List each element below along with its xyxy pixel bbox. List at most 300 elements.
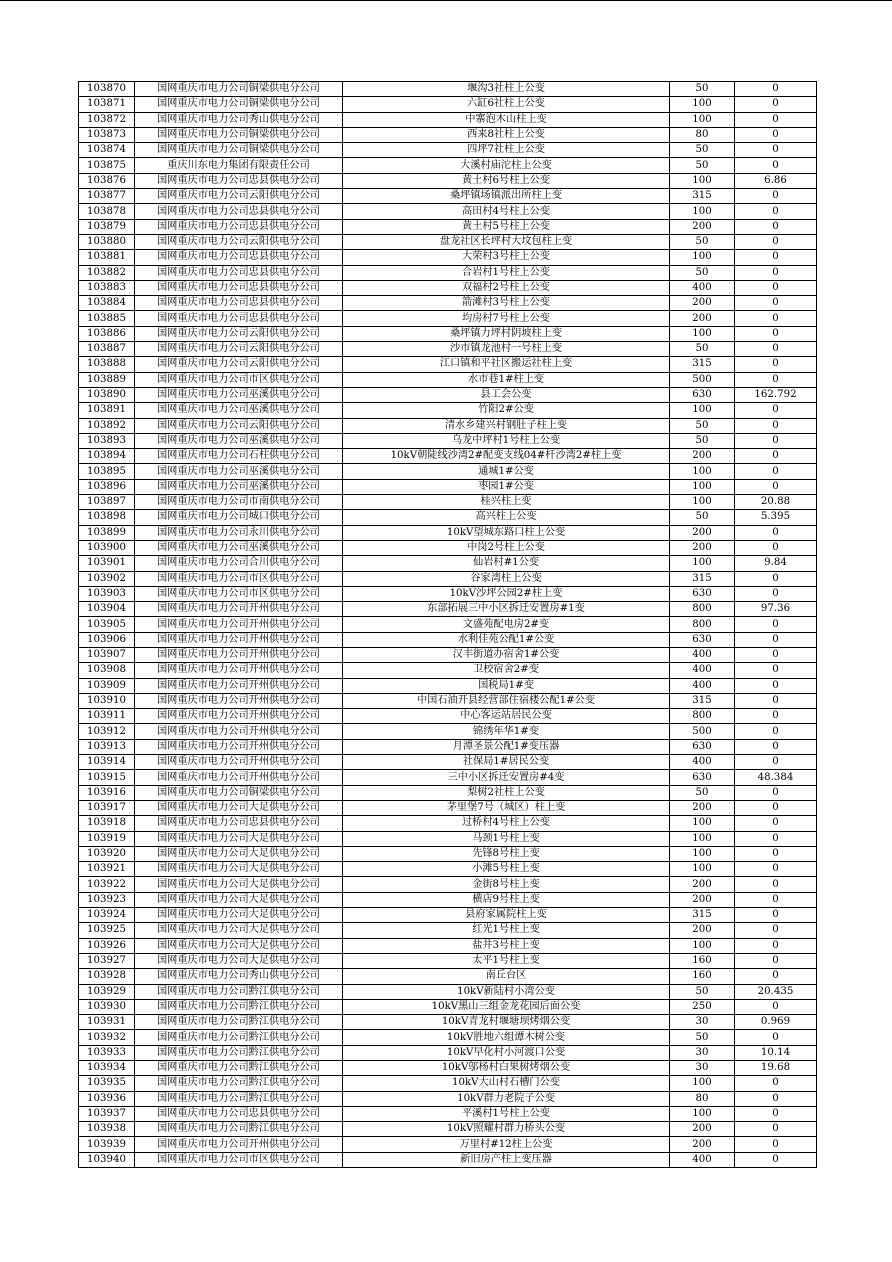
table-row [79, 219, 817, 234]
transformer-name-cell: 均房村7号柱上公变 [343, 311, 670, 326]
table-row [79, 632, 817, 647]
table-row [79, 158, 817, 173]
capacity-cell: 400 [670, 678, 735, 693]
value-cell: 0 [735, 1091, 817, 1106]
company-cell: 国网重庆市电力公司开州供电分公司 [135, 678, 343, 693]
row-id-cell: 103935 [79, 1076, 135, 1091]
company-cell: 国网重庆市电力公司开州供电分公司 [135, 1137, 343, 1152]
capacity-cell: 200 [670, 296, 735, 311]
company-cell: 国网重庆市电力公司忠县供电分公司 [135, 265, 343, 280]
value-cell: 0 [735, 938, 817, 953]
company-cell: 国网重庆市电力公司开州供电分公司 [135, 632, 343, 647]
table-row [79, 938, 817, 953]
row-id-cell: 103922 [79, 877, 135, 892]
table-row [79, 387, 817, 402]
company-cell: 国网重庆市电力公司巫溪供电分公司 [135, 387, 343, 402]
capacity-cell: 400 [670, 755, 735, 770]
company-cell: 国网重庆市电力公司云阳供电分公司 [135, 234, 343, 249]
transformer-name-cell: 10kV早化村小河渡口公变 [343, 1045, 670, 1060]
row-id-cell: 103875 [79, 158, 135, 173]
table-row [79, 602, 817, 617]
table-row [79, 540, 817, 555]
value-cell: 0 [735, 846, 817, 861]
transformer-name-cell: 10kV青龙村堰塘坝烤烟公变 [343, 1015, 670, 1030]
table-row [79, 693, 817, 708]
company-cell: 国网重庆市电力公司黔江供电分公司 [135, 1091, 343, 1106]
company-cell: 国网重庆市电力公司秀山供电分公司 [135, 969, 343, 984]
transformer-name-cell: 水利佳苑公配1#公变 [343, 632, 670, 647]
transformer-name-cell: 乌龙中坪村1号柱上公变 [343, 433, 670, 448]
row-id-cell: 103901 [79, 556, 135, 571]
value-cell: 0 [735, 158, 817, 173]
value-cell: 0 [735, 785, 817, 800]
value-cell: 0 [735, 862, 817, 877]
transformer-name-cell: 桑坪镇场镇派出所柱上变 [343, 189, 670, 204]
row-id-cell: 103931 [79, 1015, 135, 1030]
table-row [79, 770, 817, 785]
value-cell: 0 [735, 632, 817, 647]
value-cell: 0 [735, 143, 817, 158]
capacity-cell: 100 [670, 495, 735, 510]
row-id-cell: 103891 [79, 403, 135, 418]
company-cell: 国网重庆市电力公司大足供电分公司 [135, 800, 343, 815]
table-row [79, 724, 817, 739]
row-id-cell: 103917 [79, 800, 135, 815]
value-cell: 0 [735, 265, 817, 280]
row-id-cell: 103936 [79, 1091, 135, 1106]
row-id-cell: 103925 [79, 923, 135, 938]
company-cell: 国网重庆市电力公司云阳供电分公司 [135, 357, 343, 372]
value-cell: 0 [735, 479, 817, 494]
capacity-cell: 30 [670, 1061, 735, 1076]
company-cell: 国网重庆市电力公司开州供电分公司 [135, 739, 343, 754]
company-cell: 国网重庆市电力公司黔江供电分公司 [135, 1061, 343, 1076]
row-id-cell: 103898 [79, 510, 135, 525]
value-cell: 0 [735, 831, 817, 846]
transformer-name-cell: 过桥村4号柱上公变 [343, 816, 670, 831]
value-cell: 0 [735, 326, 817, 341]
company-cell: 国网重庆市电力公司开州供电分公司 [135, 755, 343, 770]
row-id-cell: 103897 [79, 495, 135, 510]
company-cell: 国网重庆市电力公司云阳供电分公司 [135, 326, 343, 341]
table-row [79, 464, 817, 479]
table-row [79, 846, 817, 861]
capacity-cell: 200 [670, 877, 735, 892]
transformer-name-cell: 县府家属院柱上变 [343, 908, 670, 923]
transformer-name-cell: 沙市镇龙池村一号柱上变 [343, 342, 670, 357]
company-cell: 国网重庆市电力公司铜梁供电分公司 [135, 127, 343, 142]
row-id-cell: 103915 [79, 770, 135, 785]
row-id-cell: 103926 [79, 938, 135, 953]
transformer-name-cell: 六缸6社柱上公变 [343, 97, 670, 112]
row-id-cell: 103896 [79, 479, 135, 494]
capacity-cell: 50 [670, 82, 735, 97]
transformer-name-cell: 红光1号柱上变 [343, 923, 670, 938]
company-cell: 国网重庆市电力公司大足供电分公司 [135, 877, 343, 892]
row-id-cell: 103895 [79, 464, 135, 479]
table-row [79, 892, 817, 907]
capacity-cell: 315 [670, 571, 735, 586]
row-id-cell: 103904 [79, 602, 135, 617]
company-cell: 国网重庆市电力公司云阳供电分公司 [135, 342, 343, 357]
value-cell: 0 [735, 586, 817, 601]
capacity-cell: 315 [670, 693, 735, 708]
capacity-cell: 200 [670, 449, 735, 464]
capacity-cell: 30 [670, 1015, 735, 1030]
row-id-cell: 103874 [79, 143, 135, 158]
transformer-name-cell: 太平1号柱上变 [343, 953, 670, 968]
table-row [79, 403, 817, 418]
capacity-cell: 500 [670, 724, 735, 739]
value-cell: 0 [735, 540, 817, 555]
value-cell: 0 [735, 127, 817, 142]
transformer-name-cell: 桂兴柱上变 [343, 495, 670, 510]
transformer-name-cell: 梨树2社柱上公变 [343, 785, 670, 800]
row-id-cell: 103886 [79, 326, 135, 341]
company-cell: 国网重庆市电力公司黔江供电分公司 [135, 1076, 343, 1091]
company-cell: 重庆川东电力集团有限责任公司 [135, 158, 343, 173]
company-cell: 国网重庆市电力公司铜梁供电分公司 [135, 143, 343, 158]
transformer-name-cell: 10kV邬杨村白果树烤烟公变 [343, 1061, 670, 1076]
value-cell: 0 [735, 82, 817, 97]
transformer-name-cell: 水市巷1#柱上变 [343, 372, 670, 387]
table-row [79, 953, 817, 968]
value-cell: 162.792 [735, 387, 817, 402]
transformer-name-cell: 国税局1#变 [343, 678, 670, 693]
capacity-cell: 800 [670, 709, 735, 724]
table-row [79, 923, 817, 938]
company-cell: 国网重庆市电力公司忠县供电分公司 [135, 204, 343, 219]
capacity-cell: 50 [670, 234, 735, 249]
table-row [79, 800, 817, 815]
table-row [79, 250, 817, 265]
company-cell: 国网重庆市电力公司黔江供电分公司 [135, 1015, 343, 1030]
transformer-name-cell: 谷家湾柱上公变 [343, 571, 670, 586]
transformer-name-cell: 横店9号柱上变 [343, 892, 670, 907]
capacity-cell: 100 [670, 250, 735, 265]
table-row [79, 143, 817, 158]
capacity-cell: 80 [670, 1091, 735, 1106]
row-id-cell: 103933 [79, 1045, 135, 1060]
row-id-cell: 103934 [79, 1061, 135, 1076]
value-cell: 20.435 [735, 984, 817, 999]
table-row [79, 127, 817, 142]
row-id-cell: 103916 [79, 785, 135, 800]
capacity-cell: 315 [670, 189, 735, 204]
table-row [79, 1015, 817, 1030]
table-row [79, 877, 817, 892]
transformer-name-cell: 桑坪镇力坪村阴坡柱上变 [343, 326, 670, 341]
transformer-name-cell: 10kV照耀村群力桥头公变 [343, 1122, 670, 1137]
table-row [79, 1061, 817, 1076]
transformer-name-cell: 万里村#12柱上公变 [343, 1137, 670, 1152]
table-row [79, 556, 817, 571]
table-row [79, 739, 817, 754]
value-cell: 0 [735, 280, 817, 295]
transformer-name-cell: 枣园1#公变 [343, 479, 670, 494]
capacity-cell: 30 [670, 1045, 735, 1060]
table-row [79, 969, 817, 984]
transformer-name-cell: 四坪7社柱上公变 [343, 143, 670, 158]
row-id-cell: 103909 [79, 678, 135, 693]
transformer-name-cell: 县工会公变 [343, 387, 670, 402]
value-cell: 0 [735, 755, 817, 770]
capacity-cell: 100 [670, 112, 735, 127]
company-cell: 国网重庆市电力公司大足供电分公司 [135, 908, 343, 923]
transformer-name-cell: 竹阳2#公变 [343, 403, 670, 418]
table-row [79, 816, 817, 831]
capacity-cell: 100 [670, 403, 735, 418]
transformer-name-cell: 东部拓展三中小区拆迁安置房#1变 [343, 602, 670, 617]
value-cell: 19.68 [735, 1061, 817, 1076]
row-id-cell: 103914 [79, 755, 135, 770]
transformer-name-cell: 中国石油开县经营部住宿楼公配1#公变 [343, 693, 670, 708]
table-row [79, 678, 817, 693]
value-cell: 0 [735, 449, 817, 464]
capacity-cell: 400 [670, 663, 735, 678]
value-cell: 0 [735, 1137, 817, 1152]
row-id-cell: 103920 [79, 846, 135, 861]
company-cell: 国网重庆市电力公司忠县供电分公司 [135, 816, 343, 831]
capacity-cell: 200 [670, 1137, 735, 1152]
transformer-name-cell: 江口镇和平社区搬运社柱上变 [343, 357, 670, 372]
value-cell: 0 [735, 908, 817, 923]
table-row [79, 1091, 817, 1106]
value-cell: 0 [735, 709, 817, 724]
capacity-cell: 100 [670, 479, 735, 494]
company-cell: 国网重庆市电力公司黔江供电分公司 [135, 1122, 343, 1137]
row-id-cell: 103903 [79, 586, 135, 601]
capacity-cell: 630 [670, 632, 735, 647]
value-cell: 0 [735, 311, 817, 326]
table-row [79, 663, 817, 678]
capacity-cell: 200 [670, 923, 735, 938]
table-row [79, 755, 817, 770]
company-cell: 国网重庆市电力公司开州供电分公司 [135, 617, 343, 632]
company-cell: 国网重庆市电力公司开州供电分公司 [135, 693, 343, 708]
capacity-cell: 315 [670, 908, 735, 923]
table-row [79, 326, 817, 341]
capacity-cell: 200 [670, 1122, 735, 1137]
value-cell: 0 [735, 525, 817, 540]
value-cell: 97.36 [735, 602, 817, 617]
table-row [79, 204, 817, 219]
company-cell: 国网重庆市电力公司市区供电分公司 [135, 1152, 343, 1167]
row-id-cell: 103871 [79, 97, 135, 112]
table-row [79, 449, 817, 464]
value-cell: 48.384 [735, 770, 817, 785]
value-cell: 0 [735, 953, 817, 968]
table-row [79, 296, 817, 311]
value-cell: 0 [735, 693, 817, 708]
row-id-cell: 103884 [79, 296, 135, 311]
transformer-name-cell: 平溪村1号柱上公变 [343, 1106, 670, 1121]
value-cell: 0 [735, 357, 817, 372]
company-cell: 国网重庆市电力公司大足供电分公司 [135, 953, 343, 968]
company-cell: 国网重庆市电力公司云阳供电分公司 [135, 189, 343, 204]
value-cell: 0 [735, 800, 817, 815]
row-id-cell: 103939 [79, 1137, 135, 1152]
transformer-name-cell: 黄土村6号柱上公变 [343, 173, 670, 188]
capacity-cell: 50 [670, 1030, 735, 1045]
row-id-cell: 103872 [79, 112, 135, 127]
row-id-cell: 103912 [79, 724, 135, 739]
row-id-cell: 103883 [79, 280, 135, 295]
row-id-cell: 103877 [79, 189, 135, 204]
transformer-name-cell: 社保局1#居民公变 [343, 755, 670, 770]
value-cell: 0 [735, 739, 817, 754]
capacity-cell: 630 [670, 770, 735, 785]
row-id-cell: 103907 [79, 647, 135, 662]
transformer-name-cell: 先锋8号柱上变 [343, 846, 670, 861]
capacity-cell: 80 [670, 127, 735, 142]
row-id-cell: 103932 [79, 1030, 135, 1045]
transformer-name-cell: 10kV新陆村小湾公变 [343, 984, 670, 999]
table-row [79, 571, 817, 586]
value-cell: 0 [735, 647, 817, 662]
table-row [79, 999, 817, 1014]
capacity-cell: 630 [670, 586, 735, 601]
table-row [79, 1122, 817, 1137]
capacity-cell: 400 [670, 647, 735, 662]
capacity-cell: 630 [670, 739, 735, 754]
capacity-cell: 100 [670, 816, 735, 831]
transformer-name-cell: 汉丰街道办宿舍1#公变 [343, 647, 670, 662]
capacity-cell: 160 [670, 953, 735, 968]
row-id-cell: 103919 [79, 831, 135, 846]
transformer-name-cell: 小滩5号柱上变 [343, 862, 670, 877]
company-cell: 国网重庆市电力公司忠县供电分公司 [135, 173, 343, 188]
transformer-name-cell: 10kV朝陡线沙湾2#配变支线04#杆沙湾2#柱上变 [343, 449, 670, 464]
value-cell: 0 [735, 969, 817, 984]
value-cell: 0 [735, 204, 817, 219]
value-cell: 0 [735, 234, 817, 249]
transformer-name-cell: 中寨泡木山柱上变 [343, 112, 670, 127]
capacity-cell: 200 [670, 311, 735, 326]
table-row [79, 97, 817, 112]
transformer-name-cell: 10kV沙坪公园2#柱上变 [343, 586, 670, 601]
capacity-cell: 100 [670, 1106, 735, 1121]
capacity-cell: 100 [670, 173, 735, 188]
table-row [79, 1045, 817, 1060]
value-cell: 9.84 [735, 556, 817, 571]
table-row [79, 173, 817, 188]
company-cell: 国网重庆市电力公司大足供电分公司 [135, 938, 343, 953]
transformer-name-cell: 大溪村庙沱柱上公变 [343, 158, 670, 173]
row-id-cell: 103929 [79, 984, 135, 999]
company-cell: 国网重庆市电力公司忠县供电分公司 [135, 311, 343, 326]
capacity-cell: 100 [670, 862, 735, 877]
table-row [79, 984, 817, 999]
company-cell: 国网重庆市电力公司云阳供电分公司 [135, 418, 343, 433]
company-cell: 国网重庆市电力公司开州供电分公司 [135, 602, 343, 617]
transformer-name-cell: 堰沟3社柱上公变 [343, 82, 670, 97]
transformer-name-cell: 茅里堡7号（城区）柱上变 [343, 800, 670, 815]
table-row [79, 647, 817, 662]
value-cell: 0 [735, 816, 817, 831]
company-cell: 国网重庆市电力公司巫溪供电分公司 [135, 403, 343, 418]
company-cell: 国网重庆市电力公司忠县供电分公司 [135, 296, 343, 311]
value-cell: 0 [735, 403, 817, 418]
company-cell: 国网重庆市电力公司石柱供电分公司 [135, 449, 343, 464]
transformer-name-cell: 通城1#公变 [343, 464, 670, 479]
transformer-name-cell: 新旧房产柱上变压器 [343, 1152, 670, 1167]
value-cell: 0 [735, 464, 817, 479]
transformer-name-cell: 10kV黑山三组金龙花园后面公变 [343, 999, 670, 1014]
value-cell: 0 [735, 1030, 817, 1045]
table-row [79, 908, 817, 923]
capacity-cell: 200 [670, 892, 735, 907]
row-id-cell: 103913 [79, 739, 135, 754]
row-id-cell: 103893 [79, 433, 135, 448]
table-row [79, 112, 817, 127]
company-cell: 国网重庆市电力公司大足供电分公司 [135, 846, 343, 861]
row-id-cell: 103940 [79, 1152, 135, 1167]
capacity-cell: 200 [670, 540, 735, 555]
transformer-name-cell: 大荣村3号柱上公变 [343, 250, 670, 265]
company-cell: 国网重庆市电力公司铜梁供电分公司 [135, 97, 343, 112]
value-cell: 0 [735, 1122, 817, 1137]
row-id-cell: 103888 [79, 357, 135, 372]
table-row [79, 831, 817, 846]
transformer-name-cell: 箭滩村3号柱上公变 [343, 296, 670, 311]
value-cell: 0 [735, 724, 817, 739]
page-top-border [0, 0, 892, 1]
capacity-cell: 500 [670, 372, 735, 387]
company-cell: 国网重庆市电力公司黔江供电分公司 [135, 984, 343, 999]
value-cell: 0 [735, 1076, 817, 1091]
table-row [79, 189, 817, 204]
capacity-cell: 400 [670, 280, 735, 295]
table-row [79, 862, 817, 877]
table-row [79, 785, 817, 800]
row-id-cell: 103930 [79, 999, 135, 1014]
company-cell: 国网重庆市电力公司大足供电分公司 [135, 831, 343, 846]
table-body [79, 82, 817, 1168]
row-id-cell: 103879 [79, 219, 135, 234]
table-row [79, 311, 817, 326]
company-cell: 国网重庆市电力公司忠县供电分公司 [135, 250, 343, 265]
value-cell: 0 [735, 219, 817, 234]
value-cell: 0 [735, 617, 817, 632]
value-cell: 0 [735, 1152, 817, 1167]
capacity-cell: 50 [670, 158, 735, 173]
row-id-cell: 103881 [79, 250, 135, 265]
row-id-cell: 103906 [79, 632, 135, 647]
transformer-name-cell: 盘龙社区长坪村大坟包柱上变 [343, 234, 670, 249]
transformer-name-cell: 10kV大山村石槽门公变 [343, 1076, 670, 1091]
capacity-cell: 50 [670, 984, 735, 999]
table-row [79, 1137, 817, 1152]
capacity-cell: 50 [670, 510, 735, 525]
row-id-cell: 103908 [79, 663, 135, 678]
company-cell: 国网重庆市电力公司忠县供电分公司 [135, 280, 343, 295]
row-id-cell: 103887 [79, 342, 135, 357]
company-cell: 国网重庆市电力公司永川供电分公司 [135, 525, 343, 540]
capacity-cell: 50 [670, 433, 735, 448]
transformer-name-cell: 中岗2号柱上公变 [343, 540, 670, 555]
row-id-cell: 103910 [79, 693, 135, 708]
table-row [79, 586, 817, 601]
transformer-name-cell: 西来8社柱上公变 [343, 127, 670, 142]
row-id-cell: 103870 [79, 82, 135, 97]
company-cell: 国网重庆市电力公司黔江供电分公司 [135, 1030, 343, 1045]
capacity-cell: 50 [670, 265, 735, 280]
value-cell: 20.88 [735, 495, 817, 510]
capacity-cell: 100 [670, 464, 735, 479]
row-id-cell: 103873 [79, 127, 135, 142]
row-id-cell: 103882 [79, 265, 135, 280]
